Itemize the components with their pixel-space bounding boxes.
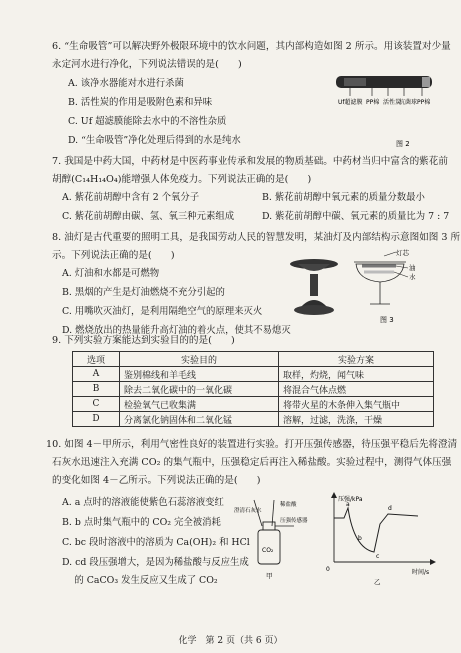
q6-option-c: C. Uf 超滤膜能除去水中的不溶性杂质 bbox=[68, 116, 227, 127]
q6-label-pp2: PP棉 bbox=[417, 99, 431, 106]
q10-point-a: a bbox=[346, 501, 350, 508]
q8-option-d: D. 燃烧放出的热量能升高灯油的着火点，使其不易熄灭 bbox=[62, 325, 291, 336]
table-header-cell: 实验方案 bbox=[279, 352, 434, 367]
q10-option-b: B. b 点时集气瓶中的 CO₂ 完全被消耗 bbox=[62, 517, 221, 528]
q10-label-yi: 乙 bbox=[374, 578, 381, 586]
q6-label-pp1: PP棉 bbox=[366, 99, 380, 106]
q8-option-b: B. 黑烟的产生是灯油燃烧不充分引起的 bbox=[62, 287, 225, 298]
table-cell: 除去二氧化碳中的一氧化碳 bbox=[120, 382, 279, 397]
q8-stem-line1: 8. 油灯是古代重要的照明工具，是我国劳动人民的智慧发明，某油灯及内部结构示意图如图 3 所 bbox=[52, 232, 461, 243]
table-cell: 检验氧气已收集满 bbox=[120, 397, 279, 412]
q10-label-acid: 稀盐酸 bbox=[280, 502, 297, 508]
table-cell: D bbox=[73, 412, 120, 427]
q10-option-c: C. bc 段时溶液中的溶质为 Ca(OH)₂ 和 HCl bbox=[62, 537, 250, 548]
q10-stem-line1: 10. 如图 4－甲所示，利用气密性良好的装置进行实验。打开压强传感器，待压强平稳后先将澄清 bbox=[46, 439, 458, 450]
q10-label-co2: CO₂ bbox=[262, 547, 274, 554]
q8-stem-line2: 示。下列说法正确的是( ) bbox=[52, 250, 175, 261]
q6-figure-caption: 图 2 bbox=[396, 140, 410, 148]
q10-option-a: A. a 点时的溶液能使紫色石蕊溶液变红 bbox=[62, 497, 224, 508]
q10-option-d-line1: D. cd 段压强增大，是因为稀盐酸与反应生成 bbox=[62, 557, 249, 568]
table-cell: 取样，灼烧，闻气味 bbox=[279, 367, 434, 382]
q10-label-sensor: 压强传感器 bbox=[280, 518, 308, 524]
table-cell: B bbox=[73, 382, 120, 397]
q6-stem-line2: 永定河水进行净化，下列说法错误的是( ) bbox=[52, 59, 242, 70]
q6-figure-straw bbox=[330, 70, 440, 150]
table-row bbox=[73, 397, 434, 412]
q9-stem: 9. 下列实验方案能达到实验目的的是( ) bbox=[52, 335, 235, 346]
table-row bbox=[73, 412, 434, 427]
q10-label-jia: 甲 bbox=[266, 572, 273, 580]
q7-option-a: A. 紫花前胡醇中含有 2 个氧分子 bbox=[62, 192, 200, 203]
q10-pressure-graph bbox=[318, 492, 448, 586]
q8-option-a: A. 灯油和水都是可燃物 bbox=[62, 268, 160, 279]
q7-stem-line1: 7. 我国是中药大国，中药材是中医药事业传承和发展的物质基础。中药材当归中富含的紫花前 bbox=[52, 156, 448, 167]
q6-label-uf: Uf超滤膜 bbox=[338, 99, 363, 106]
table-cell: 将混合气体点燃 bbox=[279, 382, 434, 397]
q7-option-c: C. 紫花前胡醇由碳、氢、氧三种元素组成 bbox=[62, 211, 235, 222]
q10-stem-line2: 石灰水迅速注入充满 CO₂ 的集气瓶中，压强稳定后再注入稀盐酸。实验过程中，测得气体压强 bbox=[52, 457, 452, 468]
q10-label-limewater: 澄清石灰水 bbox=[234, 508, 262, 514]
q6-label-ball: 抗菌球 bbox=[399, 99, 418, 106]
q10-axis-origin: 0 bbox=[326, 566, 330, 573]
table-cell: 溶解，过滤，洗涤，干燥 bbox=[279, 412, 434, 427]
table-row bbox=[73, 367, 434, 382]
q10-option-d-line2: 的 CaCO₃ 发生反应又生成了 CO₂ bbox=[62, 575, 218, 586]
page-footer: 化学 第 2 页（共 6 页） bbox=[178, 636, 283, 646]
q8-figure-caption: 图 3 bbox=[380, 316, 394, 324]
q10-point-c: c bbox=[376, 553, 380, 560]
q10-stem-line3: 的变化如图 4－乙所示。下列说法正确的是( ) bbox=[52, 475, 261, 486]
q10-point-d: d bbox=[388, 505, 392, 512]
q10-figure-apparatus bbox=[232, 494, 322, 586]
q8-label-water: 水 bbox=[409, 273, 416, 281]
q10-point-b: b bbox=[358, 535, 362, 542]
table-header-cell: 选项 bbox=[73, 352, 120, 367]
q8-option-c: C. 用嘴吹灭油灯，是利用隔绝空气的原理来灭火 bbox=[62, 306, 263, 317]
table-cell: A bbox=[73, 367, 120, 382]
q6-option-d: D. “生命吸管”净化处理后得到的水是纯水 bbox=[68, 135, 241, 146]
q8-label-wick: 灯芯 bbox=[396, 249, 409, 257]
table-cell: 分离氯化钠固体和二氧化锰 bbox=[120, 412, 279, 427]
table-cell: C bbox=[73, 397, 120, 412]
q7-stem-line2: 胡醇(C₁₄H₁₄O₄)能增强人体免疫力。下列说法正确的是( ) bbox=[52, 174, 312, 185]
table-cell: 鉴别棉线和羊毛线 bbox=[120, 367, 279, 382]
q10-axis-y-label: 压强/kPa bbox=[338, 496, 363, 503]
q8-figure-lamp bbox=[284, 248, 434, 326]
q6-label-carbon: 活性炭 bbox=[383, 99, 402, 106]
table-row bbox=[73, 382, 434, 397]
table-cell: 将带火星的木条伸入集气瓶中 bbox=[279, 397, 434, 412]
q6-stem-line1: 6. “生命吸管”可以解决野外极限环境中的饮水问题，其内部构造如图 2 所示。用该装置对少量 bbox=[52, 41, 451, 52]
q6-option-a: A. 该净水器能对水进行杀菌 bbox=[68, 78, 184, 89]
q7-option-b: B. 紫花前胡醇中氧元素的质量分数最小 bbox=[262, 192, 425, 203]
q9-table bbox=[72, 351, 434, 427]
q7-option-d: D. 紫花前胡醇中碳、氧元素的质量比为 7 : 7 bbox=[262, 211, 450, 222]
q8-label-oil: 油 bbox=[409, 264, 416, 272]
q10-axis-x-label: 时间/s bbox=[412, 569, 430, 576]
table-header-row bbox=[73, 352, 434, 367]
q6-option-b: B. 活性炭的作用是吸附色素和异味 bbox=[68, 97, 213, 108]
table-header-cell: 实验目的 bbox=[120, 352, 279, 367]
